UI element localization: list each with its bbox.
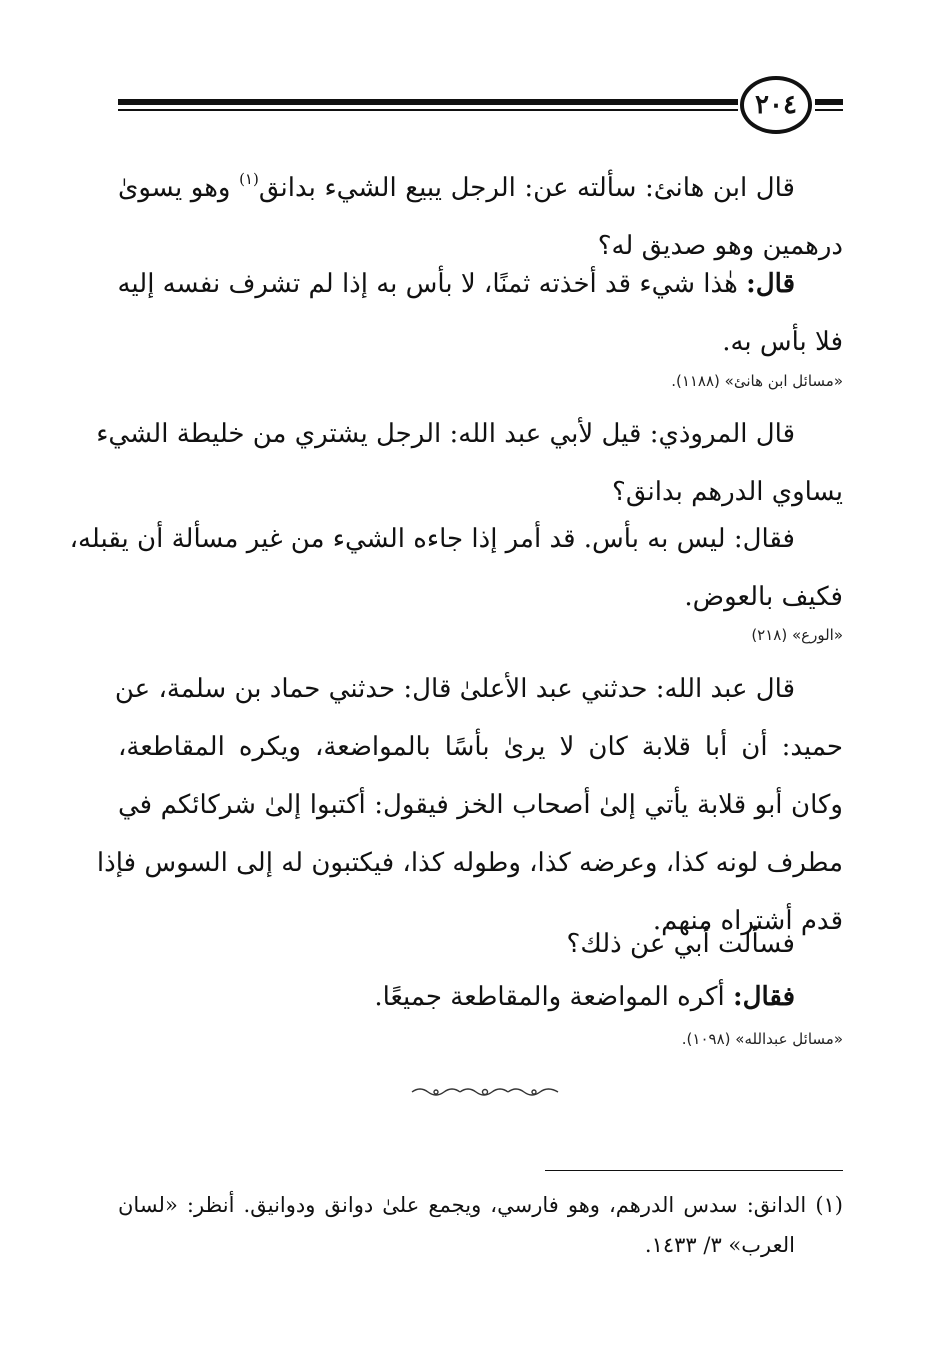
text-line: قال عبد الله: حدثني عبد الأعلىٰ قال: حدثني حماد بن سلمة، عن [114, 674, 795, 704]
text-line: درهمين وهو صديق له؟ [597, 231, 843, 261]
header-rule-thin [118, 109, 738, 111]
text-line: فقال: ليس به بأس. قد أمر إذا جاءه الشيء من غير مسألة أن يقبله، [69, 524, 795, 554]
paragraph-answer-2 [69, 510, 843, 626]
page-number: ٢٠٤ [755, 90, 797, 120]
paragraph-marrudhi-question [96, 405, 843, 521]
text-line [118, 150, 843, 217]
text-line: قال المروذي: قيل لأبي عبد الله: الرجل يشتري من خليطة الشيء [96, 419, 795, 449]
text-span: أكره المواضعة والمقاطعة جميعًا. [374, 982, 733, 1012]
text-span: الدانق: سدس الدرهم، وهو فارسي، ويجمع علىٰ دوانق ودوانيق. أنظر: «لسان [118, 1193, 816, 1217]
paragraph-answer-1 [118, 255, 843, 371]
header-rule-right-thick [815, 99, 843, 105]
paragraph-question-father [118, 915, 843, 973]
text-line [118, 968, 843, 1026]
text-line: حميد: أن أبا قلابة كان لا يرىٰ بأسًا بالمواضعة، ويكره المقاطعة، [118, 732, 843, 762]
text-line: قدم أشتراه منهم. [652, 906, 843, 936]
header-rule-thick [118, 99, 738, 105]
footnote-line: العرب» ٣/ ١٤٣٣. [644, 1233, 795, 1257]
text-span: قال ابن هانئ: سألته عن: الرجل يبيع الشيء بدانق [258, 173, 795, 203]
page-number-badge [740, 76, 812, 134]
footnote-marker: (١) [815, 1193, 843, 1217]
footnote-ref: (١) [239, 170, 259, 188]
footnote [118, 1185, 843, 1265]
source-citation: «الورع» (٢١٨) [751, 626, 843, 644]
text-line [118, 255, 843, 313]
text-line: وكان أبو قلابة يأتي إلىٰ أصحاب الخز فيقول: أكتبوا إلىٰ شركائكم في [118, 790, 843, 820]
speaker-label: فقال: [733, 982, 795, 1012]
text-line: مطرف لونه كذا، وعرضه كذا، وطوله كذا، فيكتبون له إلى السوس فإذا [96, 848, 843, 878]
text-line: فلا بأس به. [722, 327, 843, 357]
footnote-line [118, 1185, 843, 1225]
ornament-divider-icon [410, 1085, 560, 1099]
text-line: فكيف بالعوض. [684, 582, 843, 612]
text-span: هٰذا شيء قد أخذته ثمنًا، لا بأس به إذا لم تشرف نفسه إليه [117, 269, 747, 299]
paragraph-abu-qilaba [96, 660, 843, 950]
text-span: وهو يسوىٰ [118, 173, 240, 203]
speaker-label: قال: [746, 269, 795, 299]
header-rule-right-thin [815, 109, 843, 111]
text-line: يساوي الدرهم بدانق؟ [612, 477, 843, 507]
source-citation: «مسائل عبدالله» (١٠٩٨). [681, 1030, 843, 1048]
paragraph-answer-3 [118, 968, 843, 1026]
source-citation: «مسائل ابن هانئ» (١١٨٨). [671, 372, 843, 390]
footnote-separator [545, 1170, 843, 1171]
text-line: فسألت أبي عن ذلك؟ [566, 929, 795, 959]
